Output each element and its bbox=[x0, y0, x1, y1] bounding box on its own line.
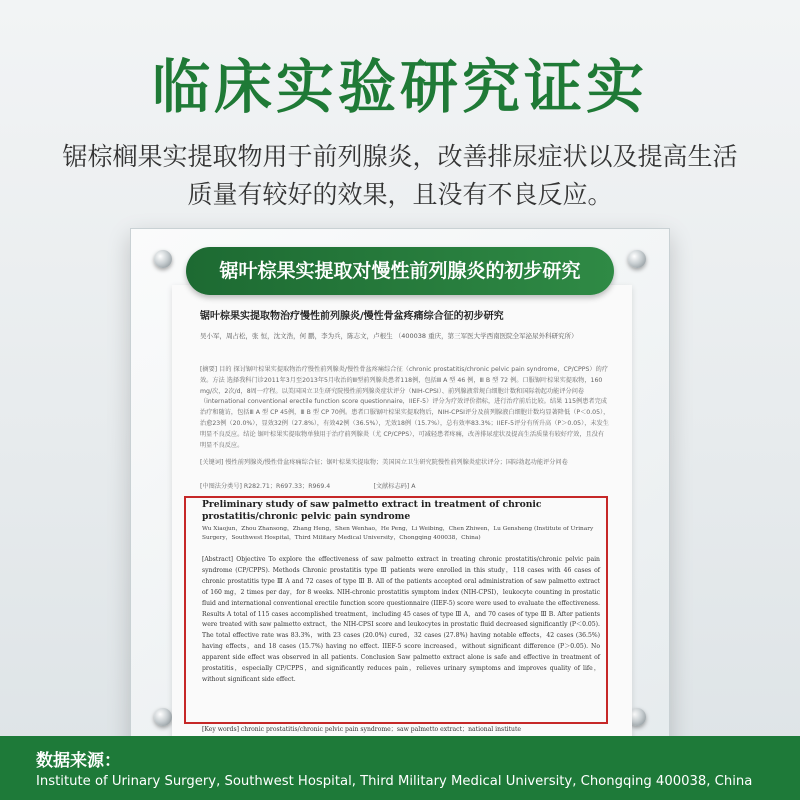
page-subtitle bbox=[0, 138, 800, 214]
pin-top-right-icon bbox=[628, 250, 646, 268]
paper-chinese-keywords: [关键词] 慢性前列腺炎/慢性骨盆疼痛综合征；锯叶棕果实提取物；美国国立卫生研究院慢性前列腺炎症状评分；国际勃起功能评分问卷 bbox=[200, 459, 568, 466]
page-title: 临床实验研究证实 bbox=[151, 53, 648, 121]
paper-classification: [中图法分类号] R282.71；R697.33；R969.4 [文献标志码] A bbox=[200, 483, 416, 490]
paper-chinese-abstract: [摘要] 目的 探讨锯叶棕果实提取物治疗慢性前列腺炎/慢性骨盆疼痛综合征（chronic prostatitis/chronic pelvic pain syndrome，CP/CPPS）的疗效。方法 选择我科门诊2011年3月至2013年5月收治的Ⅲ型前列腺炎患者118例，包括Ⅲ A 型 46 例，Ⅲ B 型 72 例。口服锯叶棕果实提取物，160 mg/次，2次/d，8周一疗程。以美国国立卫生研究院慢性前列腺炎症状评分（NIH-CPSI）、前列腺液常规白细胞计数和国际勃起功能评分问卷（international conventional erectile function score questionnaire，IIEF-5）评分为疗效评价指标，进行治疗前后比较。结果 115例患者完成治疗和随访，包括Ⅲ A 型 CP 45例，Ⅲ B 型 CP 70例。患者口服锯叶棕果实提取物后，NIH-CPSI评分及前列腺液白细胞计数均显著降低（P＜0.05），治愈23例（20.0%），显效32例（27.8%），有效42例（36.5%），无效18例（15.7%），总有效率83.3%；IIEF-5评分有所升高（P＞0.05），未发生明显不良反应。结论 锯叶棕果实提取物单独用于治疗前列腺炎（尤 CP/CPPS），可减轻患者疼痛，改善排尿症状及提高生活质量有较好疗效，且没有明显不良反应。 bbox=[200, 366, 610, 449]
paper-english-title: Preliminary study of saw palmetto extract in treatment of chronic prostatitis/chronic pelvic pain syndrome bbox=[202, 499, 542, 522]
subtitle-line-2: 质量有较好的效果，且没有不良反应。 bbox=[187, 180, 613, 209]
footer-source-label: 数据来源： bbox=[36, 751, 121, 771]
paper-chinese-authors: 吴小军，周占松，张 恒，沈文浩，何 鹏，李为兵，陈志文，卢根生 （400038 重庆，第三军医大学西南医院全军泌尿外科研究所） bbox=[200, 332, 578, 340]
journal-paper bbox=[172, 285, 632, 773]
pin-bottom-left-icon bbox=[154, 708, 172, 726]
pin-top-left-icon bbox=[154, 250, 172, 268]
footer-source-text: Institute of Urinary Surgery, Southwest Hospital, Third Military Medical University, Chongqing 400038, China bbox=[36, 774, 753, 789]
paper-english-abstract: [Abstract] Objective To explore the effectiveness of saw palmetto extract in treating chronic prostatitis/chronic pelvic pain syndrome (CP/CPPS). Methods Chronic prostatitis type Ⅲ patients were enrolled in this study，118 cases with 46 cases of chronic prostatitis type Ⅲ A and 72 cases of type Ⅲ B. All of the patients accepted oral administration of saw palmetto extract of 160 mg，2 times per day，for 8 weeks. NIH-chronic prostatitis symptom index (NIH-CPSI)，leukocyte counting in prostatic fluid and international conventional erectile function score questionnaire (IIEF-5) score were used to evaluate the effectiveness. Results A total of 115 cases accomplished treatment，including 45 cases of type Ⅲ A，and 70 cases of type Ⅲ B. After patients were treated with saw palmetto extract，the NIH-CPSI score and leukocytes in prostatic fluid decreased significantly (P＜0.05). The total effective rate was 83.3%，with 23 cases (20.0%) cured，32 cases (27.8%) having notable effects，42 cases (36.5%) having effects，and 18 cases (15.7%) having no effect. IIEF-5 score increased，without significant difference (P＞0.05). No apparent side effect was observed in all patients. Conclusion Saw palmetto extract alone is safe and effective in treatment of prostatitis，especially CP/CPPS，and significantly reduces pain，relieves urinary symptoms and improves quality of life，without significant side effect. bbox=[202, 556, 600, 683]
paper-english-authors: Wu Xiaojun，Zhou Zhansong，Zhang Heng，Shen Wenhao，He Peng，Li Weibing，Chen Zhiwen，Lu Gensheng (Institute of Urinary Surgery，Southwest Hospital，Third Military Medical University，Chongqing 400038，China) bbox=[202, 526, 594, 541]
paper-chinese-title: 锯叶棕果实提取物治疗慢性前列腺炎/慢性骨盆疼痛综合征的初步研究 bbox=[200, 311, 504, 322]
paper-english-keywords: [Key words] chronic prostatitis/chronic pelvic pain syndrome；saw palmetto extract；national institute bbox=[202, 726, 522, 733]
study-title-banner: 锯叶棕果实提取对慢性前列腺炎的初步研究 bbox=[186, 247, 614, 295]
subtitle-line-1: 锯棕榈果实提取物用于前列腺炎，改善排尿症状以及提高生活 bbox=[62, 142, 738, 171]
